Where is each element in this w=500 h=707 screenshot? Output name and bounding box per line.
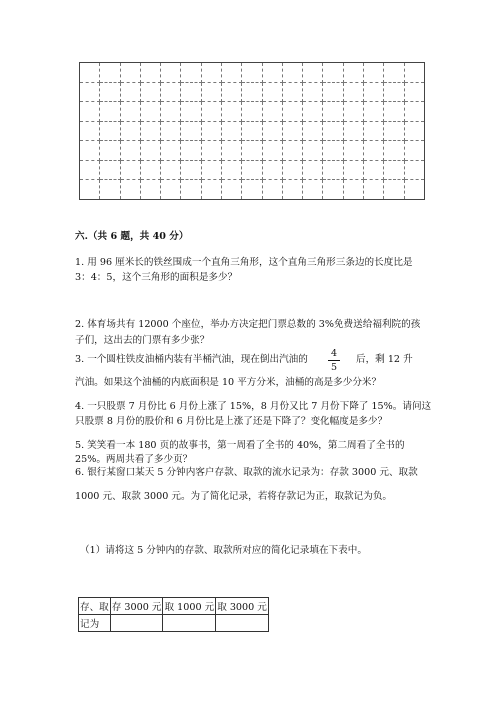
grid-cell — [404, 141, 425, 161]
table-row-label: 记为 — [79, 615, 111, 632]
grid-cell — [100, 82, 120, 102]
grid-cell — [363, 82, 383, 102]
grid-cell — [120, 160, 140, 180]
record-table — [78, 597, 269, 632]
grid-cell — [262, 141, 282, 161]
grid-cell — [384, 121, 404, 141]
q5-line1: 5. 笑笑看一本 180 页的故事书，第一周看了全书的 40%，第二周看了全书的 — [75, 440, 405, 451]
grid-cell — [201, 63, 221, 83]
grid-cell — [384, 102, 404, 122]
grid-cell — [303, 102, 323, 122]
grid-cell — [384, 82, 404, 102]
grid-cell — [363, 180, 383, 200]
grid-cell — [140, 82, 160, 102]
q6-subquestion-1: （1）请将这 5 分钟内的存款、取款所对应的简化记录填在下表中。 — [80, 545, 367, 556]
grid-cell — [242, 102, 262, 122]
grid-cell — [242, 82, 262, 102]
grid-cell — [343, 82, 363, 102]
grid-cell — [242, 180, 262, 200]
grid-cell — [282, 141, 302, 161]
q4-line1: 4. 一只股票 7 月份比 6 月份上涨了 15%，8 月份又比 7 月份下降了 15%。请问这 — [75, 401, 432, 412]
grid-cell — [242, 141, 262, 161]
grid-cell — [181, 180, 201, 200]
grid-cell — [303, 63, 323, 83]
grid-cell — [221, 82, 241, 102]
grid-cell — [80, 102, 100, 122]
grid-cell — [404, 63, 425, 83]
grid-cell — [303, 160, 323, 180]
grid-cell — [303, 82, 323, 102]
writing-grid — [79, 62, 425, 200]
grid-cell — [262, 102, 282, 122]
grid-cell — [140, 121, 160, 141]
grid-cell — [343, 160, 363, 180]
grid-cell — [404, 102, 425, 122]
grid-cell — [242, 160, 262, 180]
table-header-cell: 存 3000 元 — [110, 598, 163, 615]
fraction-denominator: 5 — [330, 362, 338, 373]
grid-cell — [323, 160, 343, 180]
grid-cell — [303, 121, 323, 141]
grid-cell — [181, 63, 201, 83]
q4-line2: 只股票 8 月份的股价和 6 月份比是上涨了还是下降了？变化幅度是多少？ — [75, 416, 388, 427]
q5-line2: 25%。两周共看了多少页？ — [75, 454, 193, 465]
grid-cell — [201, 121, 221, 141]
fraction-numerator: 4 — [330, 348, 338, 359]
grid-cell — [384, 141, 404, 161]
q3-line2: 汽油。如果这个油桶的内底面积是 10 平方分米，油桶的高是多少分米？ — [75, 377, 382, 388]
grid-cell — [201, 141, 221, 161]
grid-cell — [100, 141, 120, 161]
grid-cell — [201, 160, 221, 180]
grid-cell — [120, 82, 140, 102]
table-row — [79, 615, 269, 632]
table-header-cell: 存、取 — [79, 598, 111, 615]
grid-cell — [100, 102, 120, 122]
grid-cell — [201, 82, 221, 102]
grid-cell — [343, 141, 363, 161]
grid-cell — [242, 121, 262, 141]
grid-cell — [323, 180, 343, 200]
grid-cell — [221, 160, 241, 180]
grid-cell — [282, 82, 302, 102]
grid-cell — [262, 63, 282, 83]
grid-cell — [140, 141, 160, 161]
grid-cell — [120, 141, 140, 161]
grid-cell — [161, 121, 181, 141]
answer-cell[interactable] — [110, 615, 163, 632]
grid-cell — [282, 160, 302, 180]
answer-cell[interactable] — [216, 615, 269, 632]
grid-cell — [80, 141, 100, 161]
fraction-bar — [328, 360, 340, 361]
grid-cell — [363, 160, 383, 180]
grid-cell — [404, 82, 425, 102]
grid-cell — [140, 63, 160, 83]
grid-row — [80, 102, 425, 122]
grid-cell — [323, 82, 343, 102]
grid-cell — [282, 180, 302, 200]
q2-line2: 子们，这出去的门票有多少张？ — [75, 335, 210, 346]
table-header-cell: 取 3000 元 — [216, 598, 269, 615]
grid-cell — [262, 160, 282, 180]
grid-cell — [343, 180, 363, 200]
grid-cell — [100, 180, 120, 200]
grid-cell — [384, 180, 404, 200]
grid-cell — [181, 82, 201, 102]
grid-cell — [303, 180, 323, 200]
grid-cell — [140, 102, 160, 122]
grid-cell — [221, 141, 241, 161]
grid-cell — [363, 102, 383, 122]
grid-cell — [221, 180, 241, 200]
grid-cell — [323, 141, 343, 161]
grid-cell — [80, 63, 100, 83]
grid-cell — [323, 63, 343, 83]
grid-cell — [120, 63, 140, 83]
grid-cell — [363, 121, 383, 141]
grid-cell — [343, 102, 363, 122]
q3-line1-b: 后，剩 12 升 — [356, 354, 413, 365]
grid-cell — [140, 180, 160, 200]
grid-cell — [181, 102, 201, 122]
grid-cell — [384, 63, 404, 83]
section-heading: 六.（共 6 题，共 40 分） — [75, 231, 189, 242]
grid-cell — [120, 180, 140, 200]
grid-cell — [303, 141, 323, 161]
grid-cell — [161, 63, 181, 83]
grid-cell — [181, 141, 201, 161]
grid-cell — [140, 160, 160, 180]
grid-row — [80, 63, 425, 83]
answer-cell[interactable] — [163, 615, 216, 632]
q1-line2: 3：4：5，这个三角形的面积是多少？ — [75, 272, 238, 283]
q3-line1-a: 3. 一个圆柱铁皮油桶内装有半桶汽油，现在倒出汽油的 — [75, 354, 308, 365]
q6-line2: 1000 元、取款 3000 元。为了简化记录，若将存款记为正，取款记为负。 — [75, 491, 393, 502]
grid-cell — [323, 121, 343, 141]
grid-cell — [161, 82, 181, 102]
grid-cell — [221, 102, 241, 122]
grid-cell — [161, 141, 181, 161]
grid-cell — [120, 102, 140, 122]
grid-cell — [343, 121, 363, 141]
grid-cell — [100, 63, 120, 83]
grid-cell — [282, 102, 302, 122]
grid-cell — [80, 82, 100, 102]
grid-cell — [221, 121, 241, 141]
grid-cell — [161, 102, 181, 122]
q1-line1: 1. 用 96 厘米长的铁丝围成一个直角三角形，这个直角三角形三条边的长度比是 — [75, 257, 413, 268]
grid-cell — [80, 121, 100, 141]
grid-cell — [363, 141, 383, 161]
grid-cell — [120, 121, 140, 141]
grid-cell — [404, 160, 425, 180]
grid-cell — [80, 160, 100, 180]
grid-row — [80, 160, 425, 180]
grid-cell — [80, 180, 100, 200]
grid-cell — [262, 121, 282, 141]
grid-cell — [161, 160, 181, 180]
grid-cell — [201, 180, 221, 200]
q3-fraction — [328, 348, 340, 373]
grid-cell — [282, 63, 302, 83]
grid-row — [80, 180, 425, 200]
grid-cell — [181, 160, 201, 180]
grid-cell — [363, 63, 383, 83]
grid-cell — [282, 121, 302, 141]
grid-cell — [181, 121, 201, 141]
table-row — [79, 598, 269, 615]
table-header-cell: 取 1000 元 — [163, 598, 216, 615]
grid-row — [80, 82, 425, 102]
grid-cell — [201, 102, 221, 122]
grid-cell — [221, 63, 241, 83]
grid-cell — [100, 121, 120, 141]
q2-line1: 2. 体育场共有 12000 个座位，举办方决定把门票总数的 3%免费送给福利院的孩 — [75, 319, 421, 330]
grid-row — [80, 121, 425, 141]
q6-line1: 6. 银行某窗口某天 5 分钟内客户存款、取款的流水记录为：存款 3000 元、取款 — [75, 467, 418, 478]
grid-cell — [404, 121, 425, 141]
grid-cell — [262, 82, 282, 102]
grid-cell — [343, 63, 363, 83]
grid-cell — [242, 63, 262, 83]
grid-cell — [262, 180, 282, 200]
grid-cell — [323, 102, 343, 122]
grid-row — [80, 141, 425, 161]
grid-cell — [100, 160, 120, 180]
grid-cell — [384, 160, 404, 180]
grid-cell — [161, 180, 181, 200]
grid-cell — [404, 180, 425, 200]
